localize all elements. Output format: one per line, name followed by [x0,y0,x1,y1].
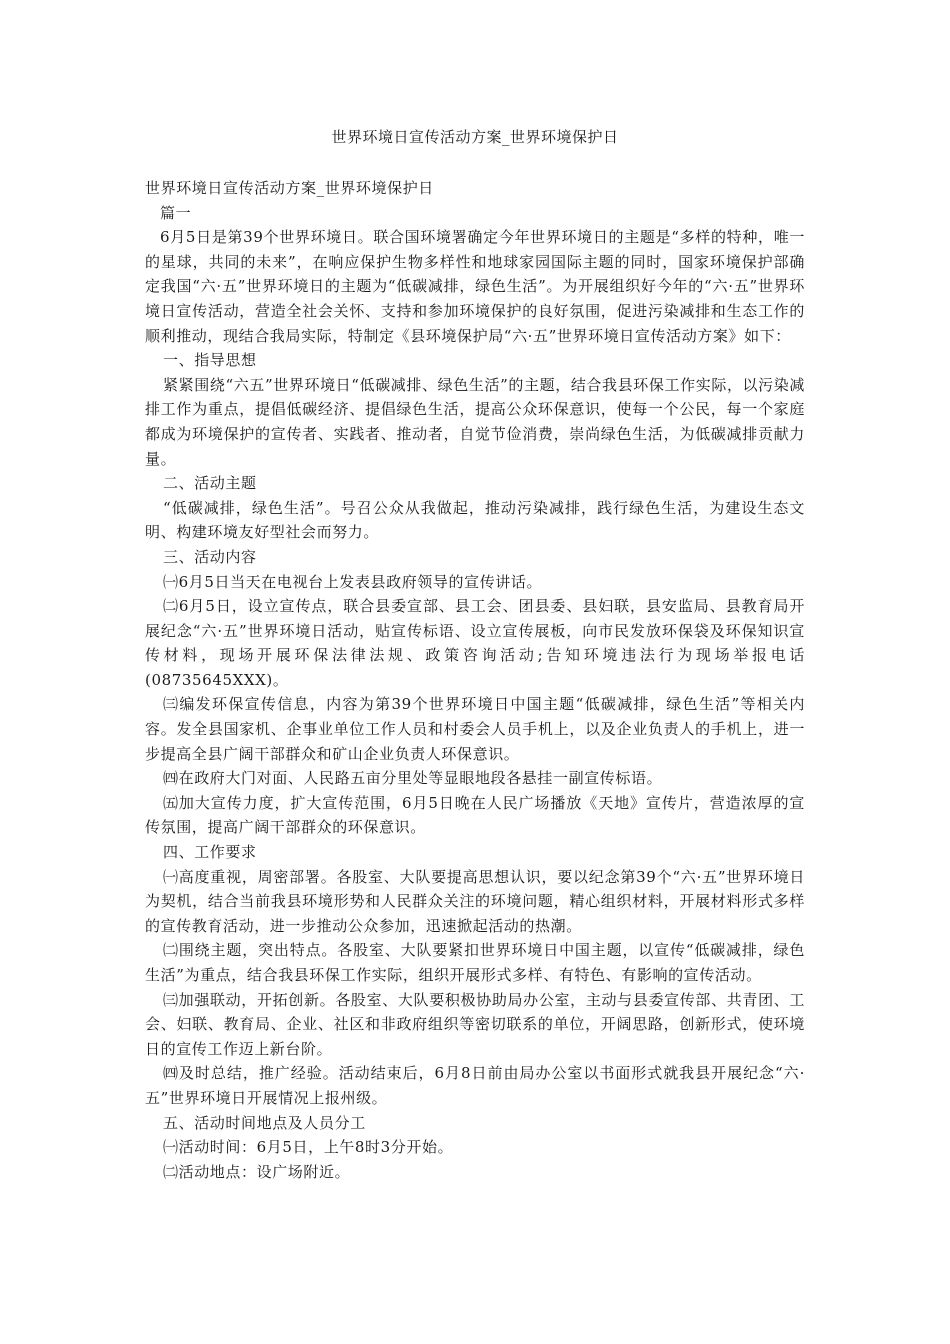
list-item: ㈢编发环保宣传信息，内容为第39个世界环境日中国主题“低碳减排，绿色生活”等相关内容。发全县国家机、企事业单位工作人员和村委会人员手机上，以及企业负责人的手机上，进一步提高全县广阔干部群众和矿山企业负责人环保意识。 [145,695,805,763]
list-item: ㈢加强联动，开拓创新。各股室、大队要积极协助局办公室，主动与县委宣传部、共青团、工会、妇联、教育局、企业、社区和非政府组织等密切联系的单位，开阔思路，创新形式，使环境日的宣传工作迈上新台阶。 [145,990,805,1058]
document-title: 世界环境日宣传活动方案_世界环境保护日 [331,128,619,146]
section-heading-theme: 二、活动主题 [163,474,257,493]
list-item: ㈠6月5日当天在电视台上发表县政府领导的宣传讲话。 [163,572,543,591]
section-heading-guiding-ideas: 一、指导思想 [163,351,257,370]
list-item: ㈣在政府大门对面、人民路五亩分里处等显眼地段各悬挂一副宣传标语。 [163,769,663,788]
list-item: ㈡6月5日，设立宣传点，联合县委宣部、县工会、团县委、县妇联，县安监局、县教育局开展纪念“六·五”世界环境日活动，贴宣传标语、设立宣传展板，向市民发放环保袋及环保知识宣传材料，现场开展环保法律法规、政策咨询活动;告知环境违法行为现场举报电话(08735645XXX)。 [145,597,805,689]
intro-paragraph: 6月5日是第39个世界环境日。联合国环境署确定今年世界环境日的主题是“多样的特种，唯一的星球，共同的未来”，在响应保护生物多样性和地球家园国际主题的同时，国家环境保护部确定我国“六·五”世界环境日的主题为“低碳减排，绿色生活”。为开展组织好今年的“六·五”世界环境日宣传活动，营造全社会关怀、支持和参加环境保护的良好氛围，促进污染减排和生态工作的顺利推动，现结合我局实际，特制定《县环境保护局“六·五”世界环境日宣传活动方案》如下： [145,228,805,345]
section-heading-requirements: 四、工作要求 [163,843,257,862]
list-item: ㈠活动时间：6月5日，上午8时3分开始。 [163,1138,454,1157]
list-item: ㈤加大宣传力度，扩大宣传范围，6月5日晚在人民广场播放《天地》宣传片，营造浓厚的宣传氛围，提高广阔干部群众的环保意识。 [145,793,805,837]
section-heading-content: 三、活动内容 [163,547,257,566]
part-label: 篇一 [160,203,192,222]
section-heading-schedule: 五、活动时间地点及人员分工 [163,1113,366,1132]
list-item: ㈡围绕主题，突出特点。各股室、大队要紧扣世界环境日中国主题，以宣传“低碳减排，绿色生活”为重点，结合我县环保工作实际，组织开展形式多样、有特色、有影响的宣传活动。 [145,941,805,984]
document-body [145,176,805,1184]
document-subtitle: 世界环境日宣传活动方案_世界环境保护日 [145,179,434,197]
section-paragraph-guiding-ideas: 紧紧围绕“六五”世界环境日“低碳减排、绿色生活”的主题，结合我县环保工作实际，以污染减排工作为重点，提倡低碳经济、提倡绿色生活，提高公众环保意识，使每一个公民，每一个家庭都成为环境保护的宣传者、实践者、推动者，自觉节俭消费，崇尚绿色生活，为低碳减排贡献力量。 [145,375,805,468]
list-item: ㈡活动地点：设广场附近。 [163,1162,351,1181]
list-item: ㈣及时总结，推广经验。活动结束后，6月8日前由局办公室以书面形式就我县开展纪念“六·五”世界环境日开展情况上报州级。 [145,1064,805,1107]
list-item: ㈠高度重视，周密部署。各股室、大队要提高思想认识，要以纪念第39个“六·五”世界环境日为契机，结合当前我县环境形势和人民群众关注的环境问题，精心组织材料，开展材料形式多样的宣传教育活动，进一步推动公众参加，迅速掀起活动的热潮。 [145,867,805,935]
section-paragraph-theme: “低碳减排，绿色生活”。号召公众从我做起，推动污染减排，践行绿色生活，为建设生态文明、构建环境友好型社会而努力。 [145,498,805,542]
